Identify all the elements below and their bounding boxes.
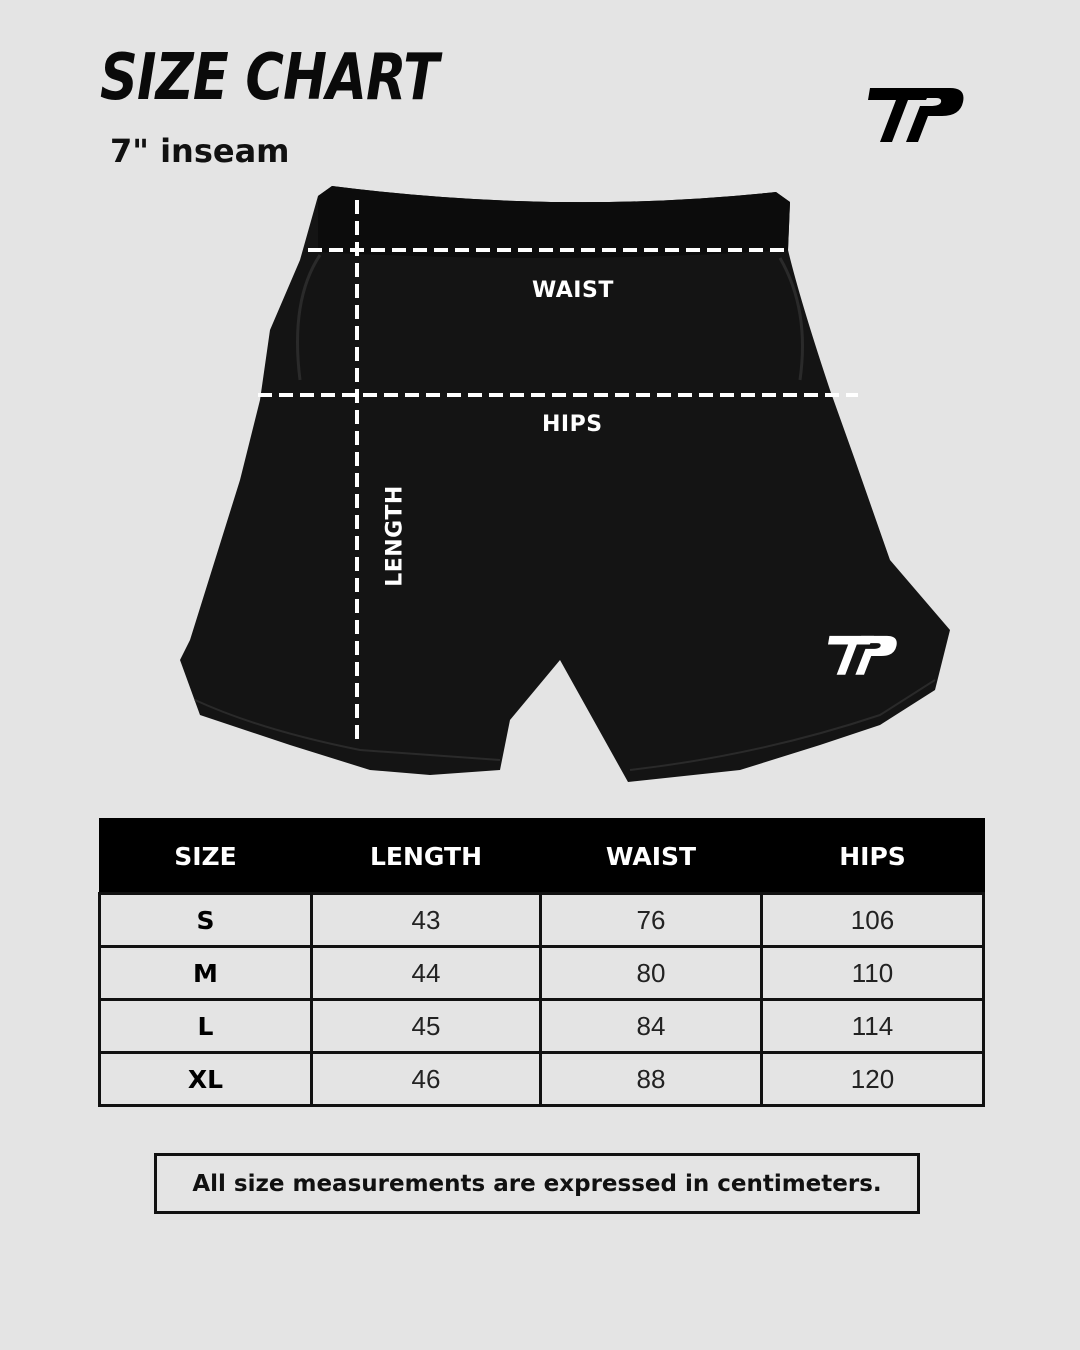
table-row	[100, 894, 984, 947]
waist-label: WAIST	[532, 278, 614, 303]
length-cell: 44	[312, 947, 541, 1000]
shorts-body	[180, 186, 950, 782]
header-waist: WAIST	[541, 819, 762, 894]
size-cell: XL	[100, 1053, 312, 1106]
inseam-subtitle: 7" inseam	[110, 132, 290, 170]
waist-cell: 84	[541, 1000, 762, 1053]
waist-cell: 76	[541, 894, 762, 947]
waist-cell: 80	[541, 947, 762, 1000]
size-cell: M	[100, 947, 312, 1000]
measurement-note: All size measurements are expressed in centimeters.	[154, 1153, 920, 1214]
table-header-row	[100, 819, 984, 894]
length-cell: 43	[312, 894, 541, 947]
table-row	[100, 947, 984, 1000]
hips-cell: 114	[762, 1000, 984, 1053]
waist-cell: 88	[541, 1053, 762, 1106]
length-cell: 45	[312, 1000, 541, 1053]
length-cell: 46	[312, 1053, 541, 1106]
header-length: LENGTH	[312, 819, 541, 894]
length-label: LENGTH	[382, 485, 408, 587]
size-cell: L	[100, 1000, 312, 1053]
header-hips: HIPS	[762, 819, 984, 894]
hips-cell: 120	[762, 1053, 984, 1106]
header-size: SIZE	[100, 819, 312, 894]
hips-label: HIPS	[542, 412, 603, 437]
waistband	[318, 186, 790, 258]
size-table	[98, 818, 985, 1107]
hips-cell: 106	[762, 894, 984, 947]
hips-cell: 110	[762, 947, 984, 1000]
page-title: SIZE CHART	[100, 41, 439, 115]
table-row	[100, 1053, 984, 1106]
size-cell: S	[100, 894, 312, 947]
table-row	[100, 1000, 984, 1053]
